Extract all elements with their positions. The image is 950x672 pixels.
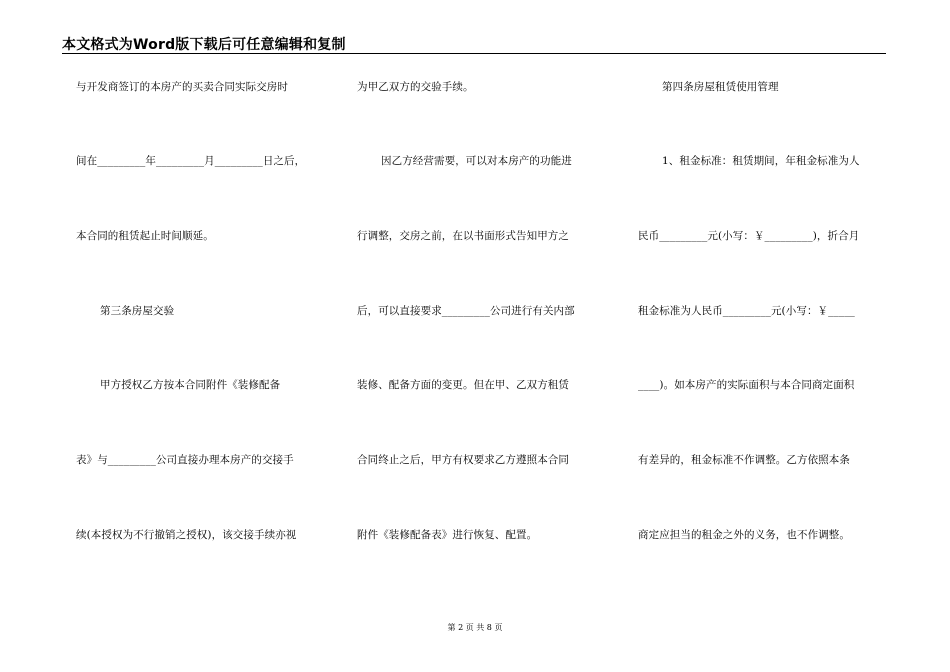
text-line: 与开发商签订的本房产的买卖合同实际交房时 — [76, 81, 288, 93]
text-line: 为甲乙双方的交验手续。 — [357, 81, 474, 93]
text-line: 本合同的租赁起止时间顺延。 — [76, 230, 214, 242]
text-line: 民币_________元(小写：￥_________)，折合月 — [638, 230, 860, 242]
text-line: 商定应担当的租金之外的义务，也不作调整。 — [638, 529, 850, 541]
text-line: 表》与_________公司直接办理本房产的交接手 — [76, 454, 294, 466]
text-line: 有差异的，租金标准不作调整。乙方依照本条 — [638, 454, 850, 466]
text-line: 合同终止之后，甲方有权要求乙方遵照本合同 — [357, 454, 569, 466]
page-header: 本文格式为Word版下载后可任意编辑和复制 — [62, 37, 346, 53]
page-number: 第 2 页 共 8 页 — [447, 623, 503, 632]
text-line: ____)。如本房产的实际面积与本合同商定面积 — [638, 379, 855, 391]
text-line: 续(本授权为不行撤销之授权)，该交接手续亦视 — [76, 529, 297, 541]
text-line: 间在_________年_________月_________日之后， — [76, 155, 306, 167]
text-column-3 — [638, 0, 888, 672]
text-line: 附件《装修配备表》进行恢复、配置。 — [357, 529, 538, 541]
text-column-2 — [357, 0, 607, 672]
text-line: 因乙方经营需要，可以对本房产的功能进 — [381, 155, 572, 167]
text-line: 行调整，交房之前，在以书面形式告知甲方之 — [357, 230, 569, 242]
text-line: 后，可以直接要求_________公司进行有关内部 — [357, 305, 575, 317]
text-line: 装修、配备方面的变更。但在甲、乙双方租赁 — [357, 379, 569, 391]
section-heading: 第三条房屋交验 — [100, 305, 175, 317]
text-column-1 — [76, 0, 326, 672]
text-line: 甲方授权乙方按本合同附件《装修配备 — [100, 379, 281, 391]
text-line: 1、租金标准：租赁期间，年租金标准为人 — [662, 155, 860, 167]
section-heading: 第四条房屋租赁使用管理 — [662, 81, 779, 93]
text-line: 租金标准为人民币_________元(小写：￥_____ — [638, 305, 855, 317]
